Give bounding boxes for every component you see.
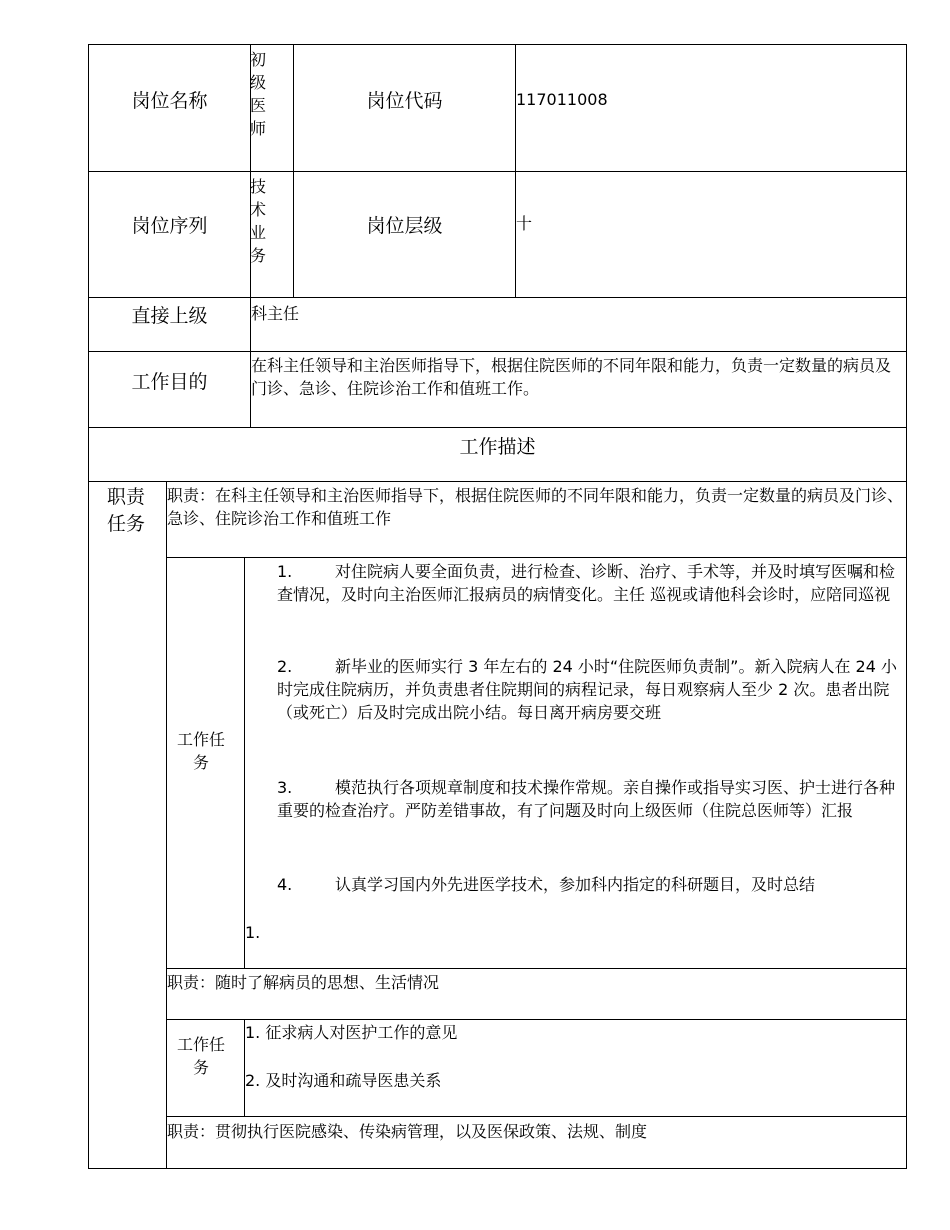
post-series-value: 技术业务 bbox=[250, 177, 267, 265]
duty-task-label-cell bbox=[88, 481, 167, 1169]
task-item-4 bbox=[277, 873, 901, 896]
task-item-6-num: 2. bbox=[245, 1071, 261, 1090]
task-item-5-text: 征求病人对医护工作的意见 bbox=[265, 1023, 458, 1042]
post-name-label: 岗位名称 bbox=[131, 90, 208, 112]
task-item-4-text: 认真学习国内外先进医学技术，参加科内指定的科研题目，及时总结 bbox=[335, 875, 816, 894]
description-title: 工作描述 bbox=[459, 436, 536, 458]
task-label-2: 工作任务 bbox=[176, 1035, 225, 1077]
purpose-value: 在科主任领导和主治医师指导下，根据住院医师的不同年限和能力，负责一定数量的病员及门诊、急诊、住院诊治工作和值班工作。 bbox=[251, 356, 892, 398]
task-item-2 bbox=[277, 655, 901, 724]
post-series-label: 岗位序列 bbox=[131, 215, 208, 237]
task-item-4-num: 4. bbox=[277, 875, 293, 894]
task-item-6-text: 及时沟通和疏导医患关系 bbox=[265, 1071, 442, 1090]
task-item-3-text: 模范执行各项规章制度和技术操作常规。亲自操作或指导实习医、护士进行各种重要的检查治疗。严防差错事故，有了问题及时向上级医师（住院总医师等）汇报 bbox=[277, 778, 896, 820]
duty-text-2: 职责：随时了解病员的思想、生活情况 bbox=[167, 973, 440, 992]
post-level-value-cell bbox=[515, 171, 907, 298]
task-item-5 bbox=[245, 1021, 457, 1044]
superior-label: 直接上级 bbox=[131, 305, 208, 327]
task-item-5-num: 1. bbox=[245, 1023, 261, 1042]
task-content-cell-1 bbox=[244, 557, 907, 969]
task-item-6 bbox=[245, 1069, 441, 1092]
post-code-value: 117011008 bbox=[516, 90, 608, 109]
post-level-label: 岗位层级 bbox=[366, 215, 443, 237]
task-item-1 bbox=[277, 560, 901, 606]
duty-task-label: 职责任务 bbox=[106, 486, 145, 535]
task-item-1-text: 对住院病人要全面负责，进行检查、诊断、治疗、手术等，并及时填写医嘱和检查情况，及时向主治医师汇报病员的病情变化。主任 巡视或请他科会诊时，应陪同巡视 bbox=[277, 562, 896, 604]
superior-value-cell bbox=[250, 297, 907, 352]
post-level-value: 十 bbox=[516, 214, 533, 233]
task-item-3 bbox=[277, 776, 901, 822]
task-label-1: 工作任务 bbox=[176, 730, 225, 772]
task-item-2-num: 2. bbox=[277, 657, 293, 676]
task-trailing-number: 1. bbox=[245, 923, 261, 942]
task-item-3-num: 3. bbox=[277, 778, 293, 797]
task-item-1-num: 1. bbox=[277, 562, 293, 581]
task-item-2-text: 新毕业的医师实行 3 年左右的 24 小时“住院医师负责制”。新入院病人在 24 小时完成住院病历，并负责患者住院期间的病程记录，每日观察病人至少 2 次。患者出院（或死亡）后及时完成出院小结。每日离开病房要交班 bbox=[277, 657, 897, 722]
post-code-label: 岗位代码 bbox=[366, 90, 443, 112]
purpose-label: 工作目的 bbox=[131, 371, 208, 393]
post-name-value: 初级医师 bbox=[250, 50, 267, 138]
duty-text-3: 职责：贯彻执行医院感染、传染病管理，以及医保政策、法规、制度 bbox=[167, 1122, 648, 1141]
superior-value: 科主任 bbox=[251, 304, 300, 323]
duty-text-1: 职责：在科主任领导和主治医师指导下，根据住院医师的不同年限和能力，负责一定数量的病员及门诊、急诊、住院诊治工作和值班工作 bbox=[167, 486, 904, 528]
